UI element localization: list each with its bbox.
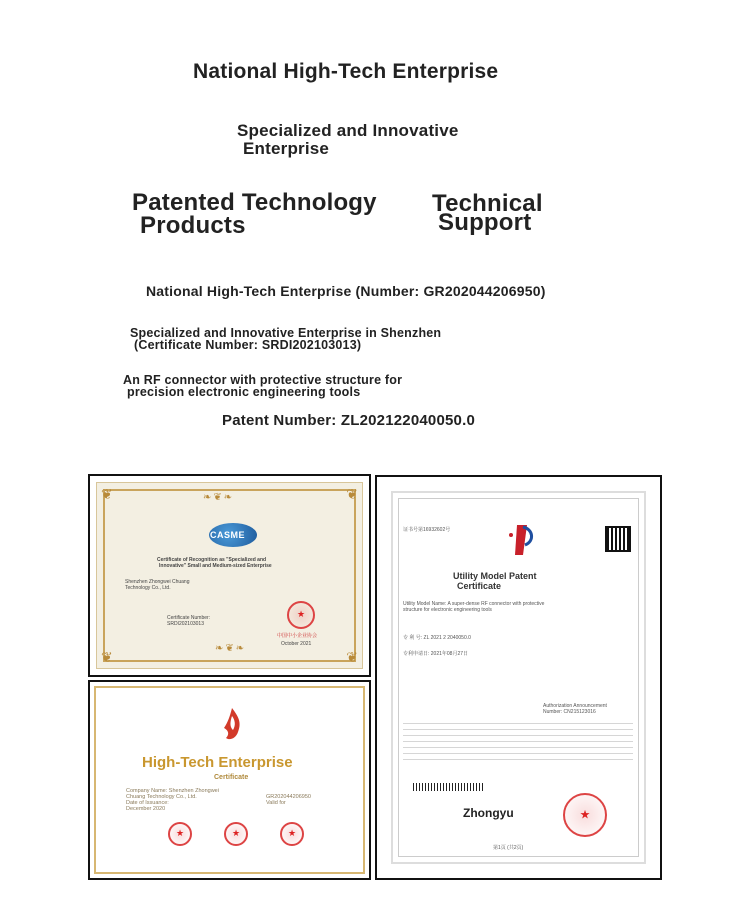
high-tech-seal-icon: ★ xyxy=(168,822,192,846)
corner-ornament-icon: ❦ xyxy=(101,649,113,665)
high-tech-company-line2: Chuang Technology Co., Ltd. xyxy=(126,794,197,800)
patent-body-text-lines xyxy=(403,723,633,763)
heading-technical-line2: Support xyxy=(438,209,532,236)
heading-national-high-tech: National High-Tech Enterprise xyxy=(193,60,499,83)
patent-auth-label: Authorization Announcement xyxy=(543,703,607,709)
high-tech-issuance-date: December 2020 xyxy=(126,806,166,812)
corner-ornament-icon: ❦ xyxy=(346,486,358,502)
patent-title-line2: Certificate xyxy=(457,581,502,591)
casme-issuer: 中国中小企业协会 xyxy=(277,633,318,639)
heading-technical-line1: Technical xyxy=(432,190,543,217)
casme-title-line1: Certificate of Recognition as "Specialized and xyxy=(157,557,267,563)
high-tech-subtitle: Certificate xyxy=(214,774,249,781)
casme-title-line2: Innovative" Small and Medium-sized Enterprise xyxy=(159,563,272,569)
casme-cert-number-label: Certificate Number: xyxy=(167,615,211,621)
patent-footer: 第1页 (共2页) xyxy=(493,845,524,851)
corner-ornament-icon: ❦ xyxy=(101,486,113,502)
heading-specialized-line1: Specialized and Innovative xyxy=(237,121,459,140)
casme-date: October 2021 xyxy=(281,641,312,647)
detail-patent-line2: precision electronic engineering tools xyxy=(127,385,361,399)
detail-patent-line1: An RF connector with protective structure for xyxy=(123,373,403,387)
casme-company-line1: Shenzhen Zhongwei Chuang xyxy=(125,579,190,585)
high-tech-valid-label: Valid for xyxy=(266,800,286,806)
corner-ornament-icon: ❦ xyxy=(346,649,358,665)
detail-national-number: National High-Tech Enterprise (Number: GR202044206950) xyxy=(146,283,546,299)
casme-company-line2: Technology Co., Ltd. xyxy=(125,585,171,591)
qr-code-icon xyxy=(605,526,631,552)
patent-number: 专 利 号: ZL 2021 2 2040050.0 xyxy=(403,635,471,641)
bottom-ornament-icon: ❧❦❧ xyxy=(215,643,247,654)
casme-cert-number: SRDI202103013 xyxy=(167,621,204,627)
detail-patent-number: Patent Number: ZL202122040050.0 xyxy=(222,412,475,429)
high-tech-number: GR202044206950 xyxy=(266,794,311,800)
casme-logo-text: CASME xyxy=(210,530,246,540)
high-tech-seal-icon: ★ xyxy=(280,822,304,846)
high-tech-certificate-image xyxy=(88,680,371,880)
high-tech-company-label: Company Name: Shenzhen Zhongwei xyxy=(126,788,219,794)
casme-seal-icon: ★ xyxy=(287,601,315,629)
patent-filing-date: 专利申请日: 2021年08月27日 xyxy=(403,651,469,657)
high-tech-title: High-Tech Enterprise xyxy=(142,754,293,771)
top-ornament-icon: ❧❦❧ xyxy=(203,492,235,503)
casme-certificate-image xyxy=(88,474,371,677)
heading-patented-line1: Patented Technology xyxy=(132,189,377,216)
high-tech-issuance-label: Date of Issuance: xyxy=(126,800,169,806)
patent-certificate-image xyxy=(375,475,662,880)
patent-title-line1: Utility Model Patent xyxy=(453,571,537,581)
patent-signature: Zhongyu xyxy=(463,806,514,820)
patent-model-name-line1: Utility Model Name: A super-dense RF connector with protective xyxy=(403,601,545,607)
high-tech-seal-icon: ★ xyxy=(224,822,248,846)
patent-cert-number: 证书号第16932602号 xyxy=(403,527,451,533)
patent-certificate xyxy=(391,491,646,864)
certificate-border xyxy=(101,486,358,665)
patent-auth-number: Number: CN215123016 xyxy=(543,709,596,715)
high-tech-certificate xyxy=(94,686,365,874)
patent-model-name-line2: structure for electronic engineering tools xyxy=(403,607,492,613)
casme-certificate xyxy=(96,482,363,669)
barcode-icon xyxy=(413,783,483,791)
detail-specialized-line2: (Certificate Number: SRDI202103013) xyxy=(134,338,362,352)
cnipa-seal-icon: ★ xyxy=(563,793,607,837)
cnipa-logo-icon xyxy=(503,521,539,557)
heading-patented-line2: Products xyxy=(140,212,246,239)
high-tech-flame-logo-icon xyxy=(220,708,244,742)
detail-specialized-line1: Specialized and Innovative Enterprise in Shenzhen xyxy=(130,326,442,340)
heading-specialized-line2: Enterprise xyxy=(243,139,330,158)
